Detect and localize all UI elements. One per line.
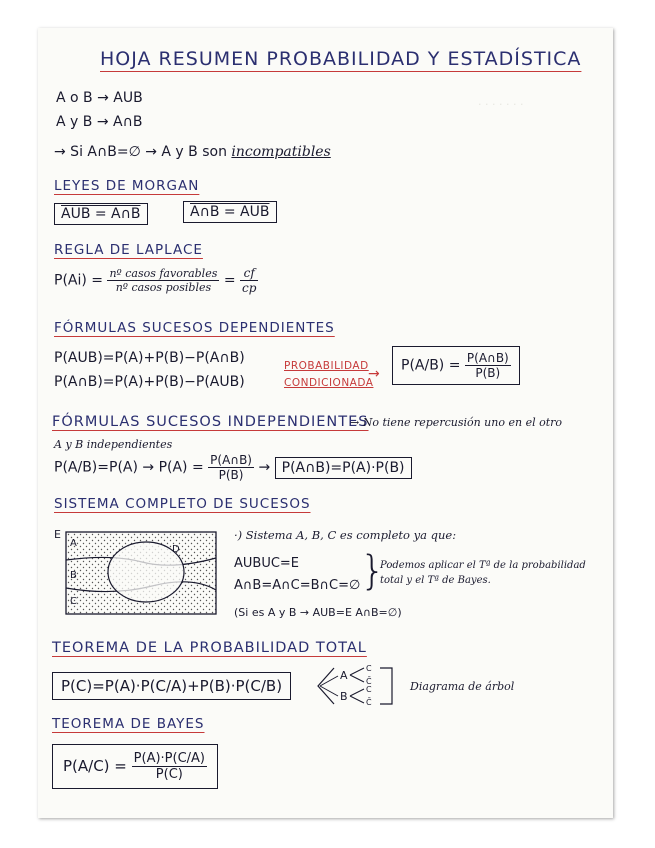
laplace-numerator: nº casos favorables <box>109 267 218 280</box>
morgan-formula-2-text: A∩B = AUB <box>190 204 270 220</box>
tree-node-b: B <box>340 690 348 703</box>
independientes-numerator: P(A∩B) <box>210 453 252 467</box>
sistema-brace: } <box>360 548 386 594</box>
conditional-formula-box <box>392 346 520 385</box>
section-heading-dependientes: FÓRMULAS SUCESOS DEPENDIENTES <box>54 320 335 336</box>
laplace-short-fraction <box>240 266 258 295</box>
summary-sheet <box>38 28 613 818</box>
sistema-example: (Si es A y B → AUB=E A∩B=∅) <box>234 606 402 619</box>
tree-branches-root <box>320 676 338 696</box>
conditional-lhs: P(A/B) = <box>401 357 461 374</box>
bayes-denominator: P(C) <box>155 767 183 782</box>
intro-incompatible <box>54 144 331 160</box>
morgan-formula-2 <box>183 201 277 223</box>
independientes-sub: A y B independientes <box>54 438 173 451</box>
sistema-eq-2: A∩B=A∩C=B∩C=∅ <box>234 578 361 593</box>
section-heading-sistema: SISTEMA COMPLETO DE SUCESOS <box>54 496 311 512</box>
label-a: A <box>70 538 77 549</box>
conditional-fraction <box>465 351 511 380</box>
dependientes-formula-1: P(AUB)=P(A)+P(B)−P(A∩B) <box>54 350 245 366</box>
laplace-denominator: nº casos posibles <box>115 281 212 294</box>
tree-node-a: A <box>340 669 348 682</box>
independientes-arrow: → <box>258 459 271 476</box>
independientes-fraction <box>208 453 254 482</box>
bayes-lhs: P(A/C) = <box>63 757 127 775</box>
laplace-equals: = <box>223 272 236 289</box>
total-formula-box <box>52 672 291 700</box>
bayes-fraction <box>132 751 207 782</box>
intro-union: A o B → AUB <box>56 90 143 106</box>
tree-branches-a <box>350 668 364 682</box>
laplace-lhs: P(Ai) = <box>54 272 104 289</box>
morgan-formula-1-text: AUB = A∩B <box>61 206 141 222</box>
tree-leaf-b-c: C <box>366 685 372 694</box>
total-formula: P(C)=P(A)·P(C/A)+P(B)·P(C/B) <box>61 677 283 695</box>
conditional-arrow: → <box>368 366 380 382</box>
intro-incompatible-text: → Si A∩B=∅ → A y B son <box>54 144 227 160</box>
section-heading-bayes: TEOREMA DE BAYES <box>52 716 205 732</box>
intro-intersection: A y B → A∩B <box>56 114 143 130</box>
conditional-denominator: P(B) <box>475 366 501 380</box>
conditional-numerator: P(A∩B) <box>466 351 509 365</box>
bayes-numerator: P(A)·P(C/A) <box>133 751 205 766</box>
label-e: E <box>54 528 61 541</box>
section-heading-laplace: REGLA DE LAPLACE <box>54 242 203 258</box>
laplace-cp: cp <box>242 281 257 295</box>
sistema-eq-1: AUBUC=E <box>234 556 300 571</box>
sistema-note <box>380 558 586 588</box>
laplace-cf: cf <box>240 266 258 281</box>
section-heading-independientes: FÓRMULAS SUCESOS INDEPENDIENTES <box>52 414 369 430</box>
probability-tree <box>312 662 412 710</box>
bleed-through-mark: · · · · · · · <box>478 98 524 111</box>
morgan-formula-1 <box>54 203 148 225</box>
tree-leaf-b-nc: C̄ <box>366 698 372 707</box>
independientes-denominator: P(B) <box>218 468 244 482</box>
tree-label: Diagrama de árbol <box>410 680 515 693</box>
independientes-result: P(A∩B)=P(A)·P(B) <box>281 459 405 476</box>
tree-leaf-a-c: C <box>366 664 372 673</box>
laplace-fraction <box>107 267 219 294</box>
laplace-formula <box>54 266 258 295</box>
tree-leaf-a-nc: C̄ <box>366 677 372 686</box>
dependientes-formula-2: P(A∩B)=P(A)+P(B)−P(AUB) <box>54 374 245 390</box>
conditional-label-1: PROBABILIDAD <box>284 360 369 372</box>
independientes-result-box <box>275 457 412 479</box>
tree-branches-b <box>350 689 364 703</box>
page-title: HOJA RESUMEN PROBABILIDAD Y ESTADÍSTICA <box>100 48 582 70</box>
conditional-label-2: CONDICIONADA <box>284 377 374 389</box>
independientes-note: → No tiene repercusión uno en el otro <box>350 416 563 429</box>
incompatibles-word: incompatibles <box>231 144 331 160</box>
bayes-formula-box <box>52 744 218 789</box>
section-heading-morgan: LEYES DE MORGAN <box>54 178 200 194</box>
sistema-note-2: total y el Tª de Bayes. <box>380 575 491 586</box>
tree-close-bracket <box>380 668 392 704</box>
label-c: C <box>70 596 77 607</box>
venn-diagram <box>52 524 222 620</box>
section-heading-total: TEOREMA DE LA PROBABILIDAD TOTAL <box>52 640 367 656</box>
label-b: B <box>70 570 77 581</box>
sistema-note-1: Podemos aplicar el Tª de la probabilidad <box>380 560 586 571</box>
independientes-lhs: P(A/B)=P(A) → P(A) = <box>54 459 204 476</box>
label-d: D <box>172 544 180 555</box>
sistema-description: ·) Sistema A, B, C es completo ya que: <box>234 528 457 542</box>
independientes-formula <box>54 453 412 482</box>
conditional-label <box>284 358 373 392</box>
